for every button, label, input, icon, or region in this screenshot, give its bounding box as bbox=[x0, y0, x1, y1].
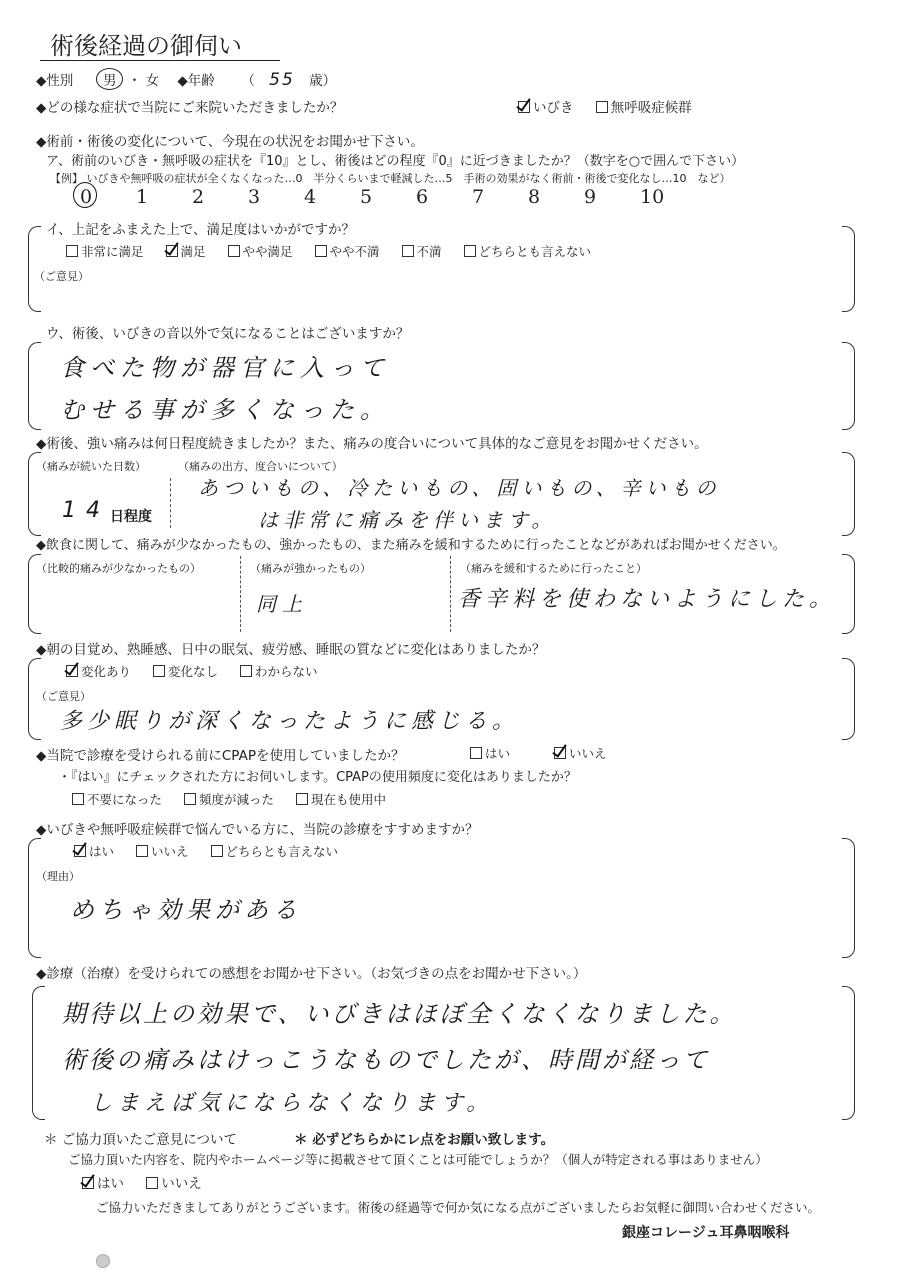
basic-info-row bbox=[36, 68, 336, 90]
food-strong-value[interactable]: 同上 bbox=[256, 592, 308, 616]
scale-3[interactable]: 3 bbox=[248, 186, 261, 208]
impression-question: ◆診療（治療）を受けられての感想をお聞かせ下さい。（お気づきの点をお聞かせ下さい。） bbox=[36, 966, 587, 982]
scale-9[interactable]: 9 bbox=[584, 186, 597, 208]
pain-days-label: （痛みが続いた日数） bbox=[36, 460, 146, 473]
satisfaction-option-dissatisfied[interactable]: 不満 bbox=[402, 242, 442, 260]
symptom-options bbox=[518, 96, 710, 116]
change-example: 【例】 いびきや無呼吸の症状が全くなくなった…0 半分くらいまで軽減した…5 手術の効果がなく術前・術後で変化なし…10 など） bbox=[50, 172, 731, 185]
food-relief-label: （痛みを緩和するために行ったこと） bbox=[460, 562, 647, 575]
gender-label: ◆性別 bbox=[36, 73, 74, 89]
pain-degree-line-1[interactable]: あついもの、冷たいもの、固いもの、辛いもの bbox=[198, 476, 721, 500]
recommend-reason-label: （理由） bbox=[36, 870, 80, 883]
satisfaction-option-somewhat-dis[interactable]: やや不満 bbox=[315, 242, 380, 260]
satisfaction-option-neither[interactable]: どちらとも言えない bbox=[464, 242, 592, 260]
cpap-sub-options bbox=[72, 790, 404, 808]
consent-options bbox=[82, 1172, 220, 1192]
recommend-options bbox=[74, 842, 356, 860]
pain-degree-line-2[interactable]: は非常に痛みを伴います。 bbox=[258, 508, 557, 532]
cpap-sub-option-still[interactable]: 現在も使用中 bbox=[296, 790, 386, 808]
sleep-option-unknown[interactable]: わからない bbox=[240, 662, 318, 680]
scale-7[interactable]: 7 bbox=[472, 186, 485, 208]
food-divider-1 bbox=[240, 556, 241, 632]
food-question: ◆飲食に関して、痛みが少なかったもの、強かったもの、また痛みを緩和するために行ったことなどがあればお聞かせください。 bbox=[36, 538, 786, 553]
page-title: 術後経過の御伺い bbox=[50, 32, 242, 60]
scale-5[interactable]: 5 bbox=[360, 186, 373, 208]
change-question-a: ア、術前のいびき・無呼吸の症状を『10』とし、術後はどの程度『0』に近づきましたか？（数字を○で囲んで下さい） bbox=[46, 154, 745, 169]
impression-line-1[interactable]: 期待以上の効果で、いびきはほぼ全くなくなりました。 bbox=[62, 1000, 737, 1028]
checkbox-icon[interactable] bbox=[72, 793, 84, 805]
checkbox-icon[interactable] bbox=[146, 1177, 158, 1189]
improvement-scale bbox=[80, 186, 696, 208]
impression-bracket-left bbox=[32, 986, 45, 1120]
gender-female[interactable]: 女 bbox=[145, 73, 160, 89]
impression-line-2[interactable]: 術後の痛みはけっこうなものでしたが、時間が経って bbox=[62, 1046, 710, 1074]
food-relief-value[interactable]: 香辛料を使わないようにした。 bbox=[458, 587, 837, 612]
checkbox-icon[interactable] bbox=[82, 1177, 94, 1189]
satisfaction-options bbox=[66, 242, 609, 260]
age-label: ◆年齢 bbox=[177, 73, 215, 89]
sleep-options bbox=[66, 662, 336, 680]
satisfaction-comment-label: （ご意見） bbox=[34, 270, 89, 283]
gender-separator: ・ bbox=[127, 73, 142, 89]
punch-hole-icon bbox=[96, 1254, 110, 1268]
sleep-option-unchanged[interactable]: 変化なし bbox=[153, 662, 218, 680]
symptom-option-snoring[interactable]: いびき bbox=[518, 96, 574, 116]
other-concern-bracket-left bbox=[28, 342, 41, 430]
title-underline bbox=[40, 60, 280, 61]
checkbox-icon[interactable] bbox=[402, 245, 414, 257]
checkbox-icon[interactable] bbox=[184, 793, 196, 805]
recommend-bracket-right bbox=[842, 838, 855, 958]
satisfaction-option-satisfied[interactable]: 満足 bbox=[166, 242, 206, 260]
checkbox-icon[interactable] bbox=[518, 101, 530, 113]
pain-question: ◆術後、強い痛みは何日程度続きましたか？また、痛みの度合いについて具体的なご意見をお聞かせください。 bbox=[36, 436, 708, 452]
checkbox-icon[interactable] bbox=[66, 665, 78, 677]
other-concern-question: ウ、術後、いびきの音以外で気になることはございますか？ bbox=[46, 326, 410, 342]
cpap-sub-question: ・『はい』にチェックされた方にお伺いします。CPAPの使用頻度に変化はありましたか？ bbox=[58, 770, 577, 785]
consent-option-yes[interactable]: はい bbox=[82, 1172, 124, 1192]
pain-degree-label: （痛みの出方、度合いについて） bbox=[178, 460, 343, 473]
recommend-option-neither[interactable]: どちらとも言えない bbox=[211, 842, 339, 860]
food-bracket-right bbox=[842, 554, 855, 634]
selected-circle-icon bbox=[73, 182, 97, 208]
checkbox-icon[interactable] bbox=[228, 245, 240, 257]
impression-bracket-right bbox=[842, 986, 855, 1120]
recommend-option-no[interactable]: いいえ bbox=[136, 842, 189, 860]
consent-option-no[interactable]: いいえ bbox=[146, 1172, 202, 1192]
checkbox-icon[interactable] bbox=[240, 665, 252, 677]
recommend-bracket-left bbox=[28, 838, 41, 958]
scale-0[interactable]: 0 bbox=[80, 186, 136, 208]
checkbox-icon[interactable] bbox=[166, 245, 178, 257]
pain-bracket-right bbox=[842, 452, 855, 536]
checkbox-icon[interactable] bbox=[136, 845, 148, 857]
other-concern-answer-2[interactable]: むせる事が多くなった。 bbox=[60, 396, 390, 424]
change-header: ◆術前・術後の変化について、今現在の状況をお聞かせ下さい。 bbox=[36, 134, 424, 150]
checkbox-icon[interactable] bbox=[470, 747, 482, 759]
consent-note-1: ＊ ご協力頂いたご意見について bbox=[44, 1132, 238, 1148]
cpap-option-no[interactable]: いいえ bbox=[554, 744, 607, 762]
other-concern-answer-1[interactable]: 食べた物が器官に入って bbox=[60, 354, 390, 382]
checkbox-icon[interactable] bbox=[464, 245, 476, 257]
symptom-question: ◆どの様な症状で当院にご来院いただきましたか？ bbox=[36, 100, 344, 116]
cpap-sub-option-reduced[interactable]: 頻度が減った bbox=[184, 790, 274, 808]
recommend-reason[interactable]: めちゃ効果がある bbox=[70, 896, 302, 924]
age-unit: 歳） bbox=[309, 73, 337, 89]
other-concern-bracket-right bbox=[842, 342, 855, 430]
sleep-comment-label: （ご意見） bbox=[36, 690, 91, 703]
pain-days-unit: 日程度 bbox=[110, 509, 152, 525]
scale-4[interactable]: 4 bbox=[304, 186, 317, 208]
sleep-option-changed[interactable]: 変化あり bbox=[66, 662, 131, 680]
pain-divider bbox=[170, 478, 171, 528]
food-less-label: （比較的痛みが少なかったもの） bbox=[36, 562, 201, 575]
checkbox-icon[interactable] bbox=[153, 665, 165, 677]
sleep-comment[interactable]: 多少眠りが深くなったように感じる。 bbox=[60, 709, 520, 734]
checkbox-icon[interactable] bbox=[315, 245, 327, 257]
checkbox-icon[interactable] bbox=[74, 845, 86, 857]
symptom-option-apnea[interactable]: 無呼吸症候群 bbox=[596, 96, 692, 116]
scale-8[interactable]: 8 bbox=[528, 186, 541, 208]
satisfaction-bracket-right bbox=[842, 226, 855, 312]
scale-10[interactable]: 10 bbox=[640, 186, 665, 208]
checkbox-icon[interactable] bbox=[296, 793, 308, 805]
food-strong-label: （痛みが強かったもの） bbox=[250, 562, 371, 575]
footer-thanks: ご協力いただきましてありがとうございます。術後の経過等で何か気になる点がございましたらお気軽に御問い合わせください。 bbox=[96, 1200, 821, 1215]
checkbox-icon[interactable] bbox=[211, 845, 223, 857]
gender-male[interactable]: 男 bbox=[96, 68, 124, 90]
satisfaction-option-very[interactable]: 非常に満足 bbox=[66, 242, 144, 260]
cpap-options bbox=[470, 744, 625, 762]
food-divider-2 bbox=[450, 556, 451, 632]
consent-note-2: ＊ 必ずどちらかにレ点をお願い致します。 bbox=[294, 1132, 555, 1148]
cpap-question: ◆当院で診療を受けられる前にCPAPを使用していましたか？ bbox=[36, 748, 405, 764]
cpap-sub-option-unneeded[interactable]: 不要になった bbox=[72, 790, 162, 808]
scale-6[interactable]: 6 bbox=[416, 186, 429, 208]
sleep-bracket-right bbox=[842, 658, 855, 740]
age-value[interactable]: 55 bbox=[269, 70, 295, 90]
recommend-option-yes[interactable]: はい bbox=[74, 842, 114, 860]
satisfaction-question: イ、上記をふまえた上で、満足度はいかがですか？ bbox=[46, 218, 359, 238]
pain-days-value[interactable]: 14 bbox=[62, 498, 110, 523]
footer-clinic: 銀座コレージュ耳鼻咽喉科 bbox=[622, 1225, 790, 1241]
sleep-question: ◆朝の目覚め、熟睡感、日中の眠気、疲労感、睡眠の質などに変化はありましたか？ bbox=[36, 642, 546, 658]
scale-2[interactable]: 2 bbox=[192, 186, 205, 208]
impression-line-3[interactable]: しまえば気にならなくなります。 bbox=[90, 1091, 494, 1116]
consent-question: ご協力頂いた内容を、院内やホームページ等に掲載させて頂くことは可能でしょうか？（個人が特定される事はありません） bbox=[68, 1152, 768, 1167]
checkbox-icon[interactable] bbox=[596, 101, 608, 113]
satisfaction-option-somewhat[interactable]: やや満足 bbox=[228, 242, 293, 260]
scale-1[interactable]: 1 bbox=[136, 186, 149, 208]
age-open: （ bbox=[241, 73, 255, 89]
recommend-question: ◆いびきや無呼吸症候群で悩んでいる方に、当院の診療をすすめますか？ bbox=[36, 822, 479, 838]
checkbox-icon[interactable] bbox=[66, 245, 78, 257]
cpap-option-yes[interactable]: はい bbox=[470, 744, 510, 762]
checkbox-icon[interactable] bbox=[554, 747, 566, 759]
